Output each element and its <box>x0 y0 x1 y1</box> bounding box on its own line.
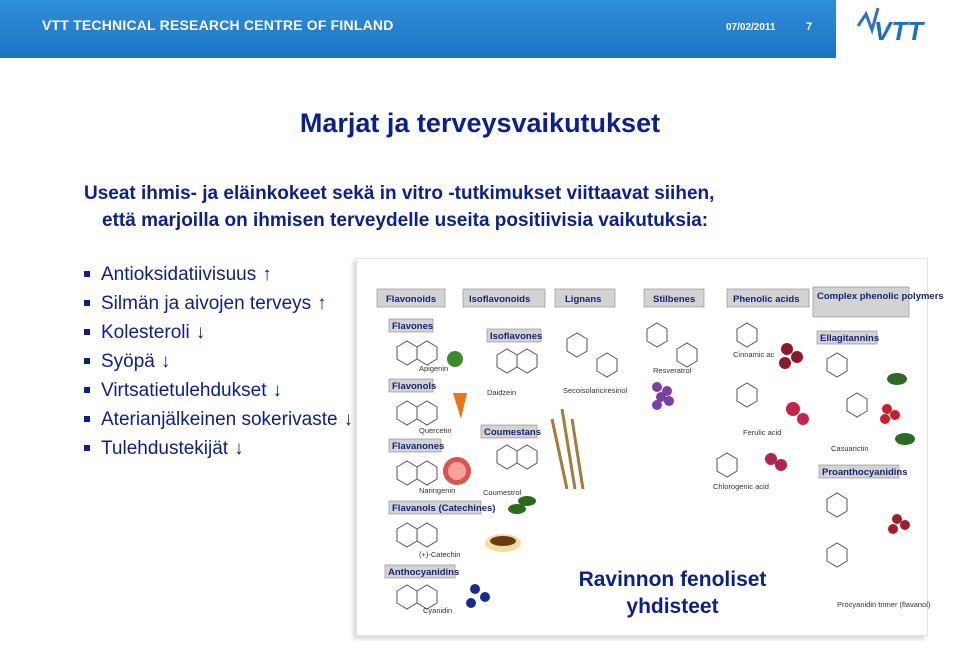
list-item: Silmän ja aivojen terveys ↑ <box>84 291 364 317</box>
compound-quercetin: Quercetin <box>419 426 452 435</box>
sub-flavanones: Flavanones <box>392 441 445 452</box>
header-phenolic-acids: Phenolic acids <box>733 294 800 305</box>
sub-flavonols: Flavonols <box>392 381 437 392</box>
compound-casuarictin: Casuarictin <box>831 444 869 453</box>
bullet-square-icon <box>84 445 90 451</box>
compound-daidzein: Daidzein <box>487 388 517 397</box>
figure-caption <box>560 566 785 620</box>
arrow-up-icon: ↑ <box>262 264 272 285</box>
intro-line-2: että marjoilla on ihmisen terveydelle useita positiivisia vaikutuksia: <box>102 210 709 231</box>
effects-list <box>84 262 364 465</box>
vtt-logo-icon <box>836 0 960 58</box>
arrow-down-icon: ↓ <box>234 438 244 459</box>
header-lignans: Lignans <box>565 294 602 305</box>
bullet-square-icon <box>84 300 90 306</box>
arrow-down-icon: ↓ <box>343 409 354 430</box>
compound-procyanidin: Procyanidin trimer (flavanol) <box>837 600 931 609</box>
compound-apigenin: Apigenin <box>419 364 449 373</box>
bullet-square-icon <box>84 358 90 364</box>
compound-ferulic-acid: Ferulic acid <box>743 428 782 437</box>
arrow-up-icon: ↑ <box>317 293 327 314</box>
slide-title: Marjat ja terveysvaikutukset <box>299 108 661 138</box>
arrow-down-icon: ↓ <box>272 380 282 401</box>
compound-secoisolariciresinol: Secoisolariciresinol <box>563 386 628 395</box>
vtt-logo <box>836 0 960 58</box>
header-complex-polymers: Complex phenolic polymers <box>817 291 944 302</box>
compound-cyanidin: Cyanidin <box>423 606 453 615</box>
compound-resveratrol: Resveratrol <box>653 366 692 375</box>
sub-flavanols: Flavanols (Catechines) <box>392 503 496 514</box>
sub-isoflavones: Isoflavones <box>490 331 543 342</box>
list-item: Antioksidatiivisuus ↑ <box>84 262 364 288</box>
slide-date: 07/02/2011 <box>726 22 776 33</box>
header-bar <box>0 0 960 58</box>
sub-anthocyanidins: Anthocyanidins <box>388 567 460 578</box>
page-number: 7 <box>806 21 813 33</box>
compound-cinnamic-acid: Cinnamic ac <box>733 350 775 359</box>
header-stilbenes: Stilbenes <box>653 294 696 305</box>
list-item: Aterianjälkeinen sokerivaste ↓ <box>84 407 364 433</box>
sub-coumestans: Coumestans <box>484 427 542 438</box>
list-item: Syöpä ↓ <box>84 349 364 375</box>
list-item: Tulehdustekijät ↓ <box>84 436 364 462</box>
compound-naringenin: Naringenin <box>419 486 456 495</box>
intro-line-1: Useat ihmis- ja eläinkokeet sekä in vitro -tutkimukset viittaavat siihen, <box>84 183 715 204</box>
compound-coumestrol: Coumestrol <box>483 488 522 497</box>
header-flavonoids: Flavonoids <box>386 294 437 305</box>
caption-line-2: yhdisteet <box>626 595 719 618</box>
sub-ellagitannins: Ellagitannins <box>820 333 880 344</box>
sub-flavones: Flavones <box>392 321 434 332</box>
sub-proanthocyanidins: Proanthocyanidins <box>822 467 908 478</box>
logo-text: VTT <box>874 16 924 46</box>
header-isoflavonoids: Isoflavonoids <box>469 294 531 305</box>
bullet-square-icon <box>84 271 90 277</box>
intro-text <box>84 180 904 234</box>
caption-line-1: Ravinnon fenoliset <box>578 568 767 591</box>
compound-catechin: (+)-Catechin <box>419 550 461 559</box>
arrow-down-icon: ↓ <box>160 351 171 372</box>
bullet-square-icon <box>84 329 90 335</box>
bullet-square-icon <box>84 416 90 422</box>
bullet-square-icon <box>84 387 90 393</box>
list-item: Virtsatietulehdukset ↓ <box>84 378 364 404</box>
compound-chlorogenic-acid: Chlorogenic acid <box>713 482 769 491</box>
list-item: Kolesteroli ↓ <box>84 320 364 346</box>
arrow-down-icon: ↓ <box>195 322 206 343</box>
organization-name: VTT TECHNICAL RESEARCH CENTRE OF FINLAND <box>42 17 394 33</box>
